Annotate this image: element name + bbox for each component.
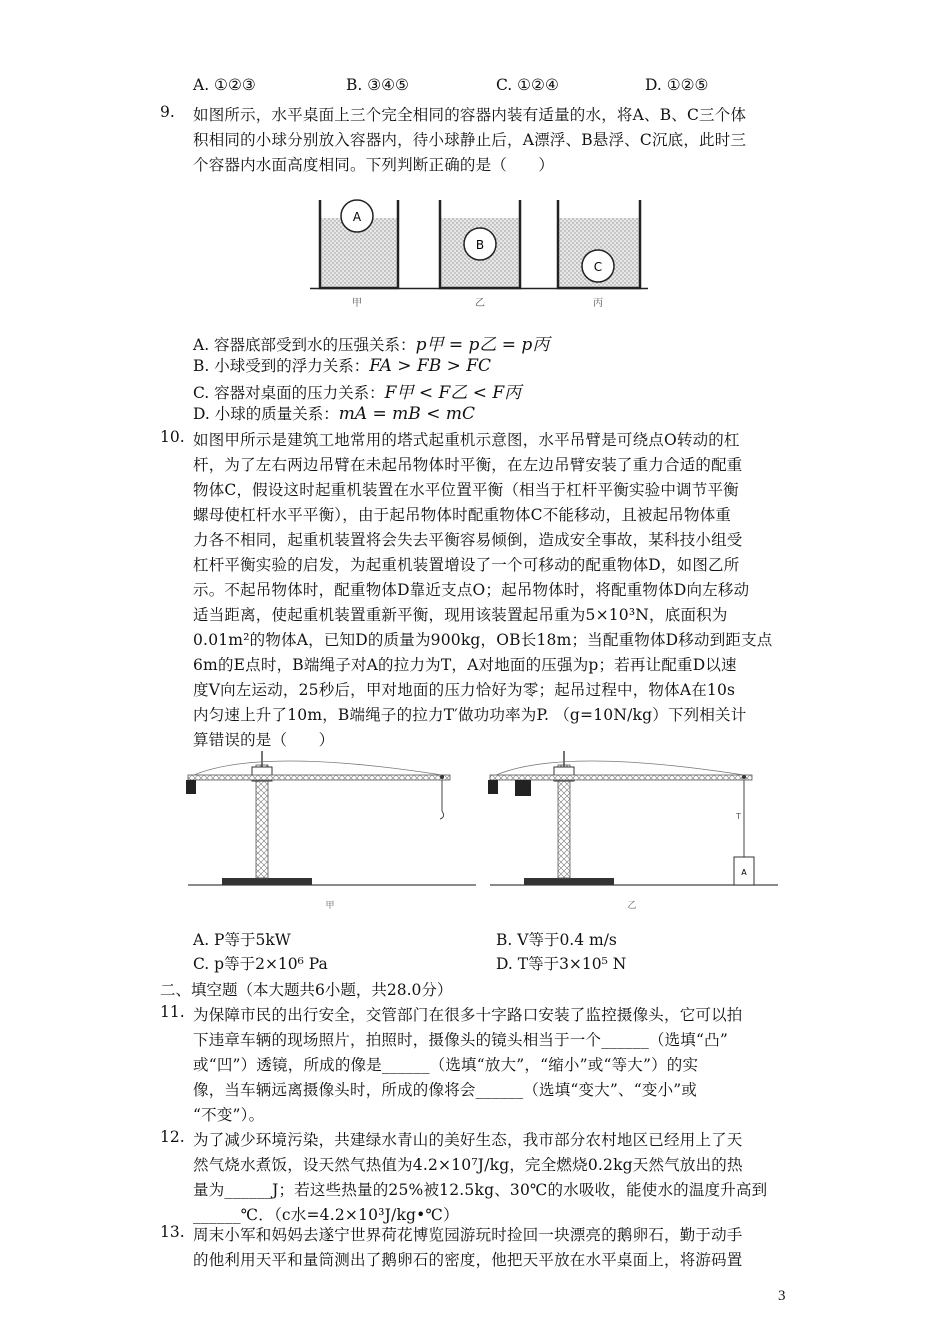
- q9-option-a-text: A. 容器底部受到水的压强关系：: [193, 336, 416, 354]
- q9-option-b-text: B. 小球受到的浮力关系：: [193, 357, 370, 375]
- rope-tension-label: T: [736, 812, 741, 821]
- object-a-label: A: [741, 868, 747, 877]
- q9-option-d-text: D. 小球的质量关系：: [193, 405, 339, 423]
- container-bing: [558, 200, 640, 288]
- q12-line-4: ______℃．（c水=4.2×10³J/kg•℃）: [193, 1206, 459, 1224]
- q9-containers-figure: [300, 190, 652, 310]
- q10-line-5: 力各不相同，起重机装置将会失去平衡容易倾倒，造成安全事故，某科技小组受: [193, 531, 743, 549]
- q10-line-3: 物体C，假设这时起重机装置在水平位置平衡（相当于杠杆平衡实验中调节平衡: [193, 481, 739, 499]
- q9-number: 9.: [160, 103, 175, 121]
- ball-b-label: B: [475, 238, 485, 252]
- q9-line-2: 积相同的小球分别放入容器内，待小球静止后，A漂浮、B悬浮、C沉底，此时三: [193, 131, 747, 149]
- q10-line-6: 杠杆平衡实验的启发，为起重机装置增设了一个可移动的配重物体D，如图乙所: [193, 556, 740, 574]
- q10-line-4: 螺母使杠杆水平平衡），由于起吊物体时配重物体C不能移动，且被起吊物体重: [193, 506, 732, 524]
- q11-line-3: 或“凹”）透镜，所成的像是______（选填“放大”，“缩小”或“等大”）的实: [193, 1056, 699, 1074]
- crane-label-jia: 甲: [325, 901, 335, 911]
- q9-line-1: 如图所示，水平桌面上三个完全相同的容器内装有适量的水，将A、B、C三个体: [193, 106, 747, 124]
- q10-option-d: D. T等于3×10⁵ N: [496, 955, 627, 973]
- q13-line-2: 的他利用天平和量筒测出了鹅卵石的密度，他把天平放在水平桌面上，将游码置: [193, 1251, 743, 1269]
- q10-option-b: B. V等于0.4 m/s: [496, 931, 617, 949]
- q10-line-1: 如图甲所示是建筑工地常用的塔式起重机示意图，水平吊臂是可绕点O转动的杠: [193, 431, 740, 449]
- crane-label-yi: 乙: [627, 901, 637, 911]
- q9-option-d: [193, 402, 475, 424]
- label-bing: 丙: [593, 298, 603, 309]
- q12-line-2: 然气烧水煮饭，设天然气热值为4.2×10⁷J/kg，完全燃烧0.2kg天然气放出的热: [193, 1156, 743, 1174]
- q10-line-11: 度V向左运动，25秒后，甲对地面的压力恰好为零；起吊过程中，物体A在10s: [193, 681, 736, 699]
- label-yi: 乙: [475, 298, 485, 309]
- q10-number: 10.: [160, 428, 185, 446]
- q8-option-a: A. ①②③: [193, 76, 256, 94]
- q9-option-a: [193, 330, 549, 355]
- crane-jia: [186, 751, 476, 885]
- q10-line-2: 杆，为了左右两边吊臂在未起吊物体时平衡，在左边吊臂安装了重力合适的配重: [193, 456, 743, 474]
- q9-line-3: 个容器内水面高度相同。下列判断正确的是（ ）: [193, 156, 555, 174]
- q11-number: 11.: [160, 1003, 185, 1021]
- q10-crane-figure: [180, 745, 780, 915]
- q9-option-c: [193, 378, 521, 403]
- q10-line-9: 0.01m²的物体A，已知D的质量为900kg，OB长18m；当配重物体D移动到距支点: [193, 631, 773, 649]
- ball-c-label: C: [593, 260, 603, 274]
- q11-line-5: “不变”）。: [193, 1106, 265, 1124]
- q10-option-a: A. P等于5kW: [193, 931, 291, 949]
- q12-number: 12.: [160, 1128, 185, 1146]
- q11-line-4: 像，当车辆远离摄像头时，所成的像将会______（选填“变大”、“变小”或: [193, 1081, 698, 1099]
- q8-option-d: D. ①②⑤: [645, 76, 709, 94]
- q10-line-12: 内匀速上升了10m，B端绳子的拉力T′做功功率为P. （g=10N/kg）下列相关计: [193, 706, 747, 724]
- crane-yi: [488, 751, 778, 885]
- q9-option-c-text: C. 容器对桌面的压力关系：: [193, 384, 385, 402]
- q9-option-c-math: F甲 < F乙 < F丙: [384, 383, 522, 403]
- q12-line-3: 量为______J；若这些热量的25%被12.5kg、30℃的水吸收，能使水的温度升高到: [193, 1181, 768, 1199]
- q10-line-8: 适当距离，使起重机装置重新平衡，现用该装置起吊重为5×10³N，底面积为: [193, 606, 728, 624]
- ball-a-label: A: [352, 210, 362, 224]
- q10-line-10: 6m的E点时，B端绳子对A的拉力为T，A对地面的压强为p；若再让配重D以速: [193, 656, 737, 674]
- q8-option-c: C. ①②④: [496, 76, 559, 94]
- q12-line-1: 为了减少环境污染，共建绿水青山的美好生态，我市部分农村地区已经用上了天: [193, 1131, 743, 1149]
- q10-line-13: 算错误的是（ ）: [193, 731, 335, 749]
- q11-line-2: 下违章车辆的现场照片，拍照时，摄像头的镜头相当于一个______（选填“凸”: [193, 1031, 728, 1049]
- q11-line-1: 为保障市民的出行安全，交管部门在很多十字路口安装了监控摄像头，它可以拍: [193, 1006, 743, 1024]
- q8-option-b: B. ③④⑤: [346, 76, 409, 94]
- q9-option-b-math: FA > FB > FC: [369, 356, 492, 376]
- section-heading: 二、填空题（本大题共6小题，共28.0分）: [160, 981, 453, 999]
- q9-option-a-math: p甲 = p乙 = p丙: [415, 335, 550, 355]
- q9-option-d-math: mA = mB < mC: [338, 404, 475, 424]
- q10-option-c: C. p等于2×10⁶ Pa: [193, 955, 328, 973]
- q13-number: 13.: [160, 1223, 185, 1241]
- q9-option-b: [193, 354, 491, 376]
- label-jia: 甲: [352, 298, 362, 309]
- q10-line-7: 示。不起吊物体时，配重物体D靠近支点O；起吊物体时，将配重物体D向左移动: [193, 581, 750, 599]
- page-number: 3: [778, 1288, 786, 1304]
- q13-line-1: 周末小军和妈妈去遂宁世界荷花博览园游玩时捡回一块漂亮的鹅卵石，勤于动手: [193, 1226, 743, 1244]
